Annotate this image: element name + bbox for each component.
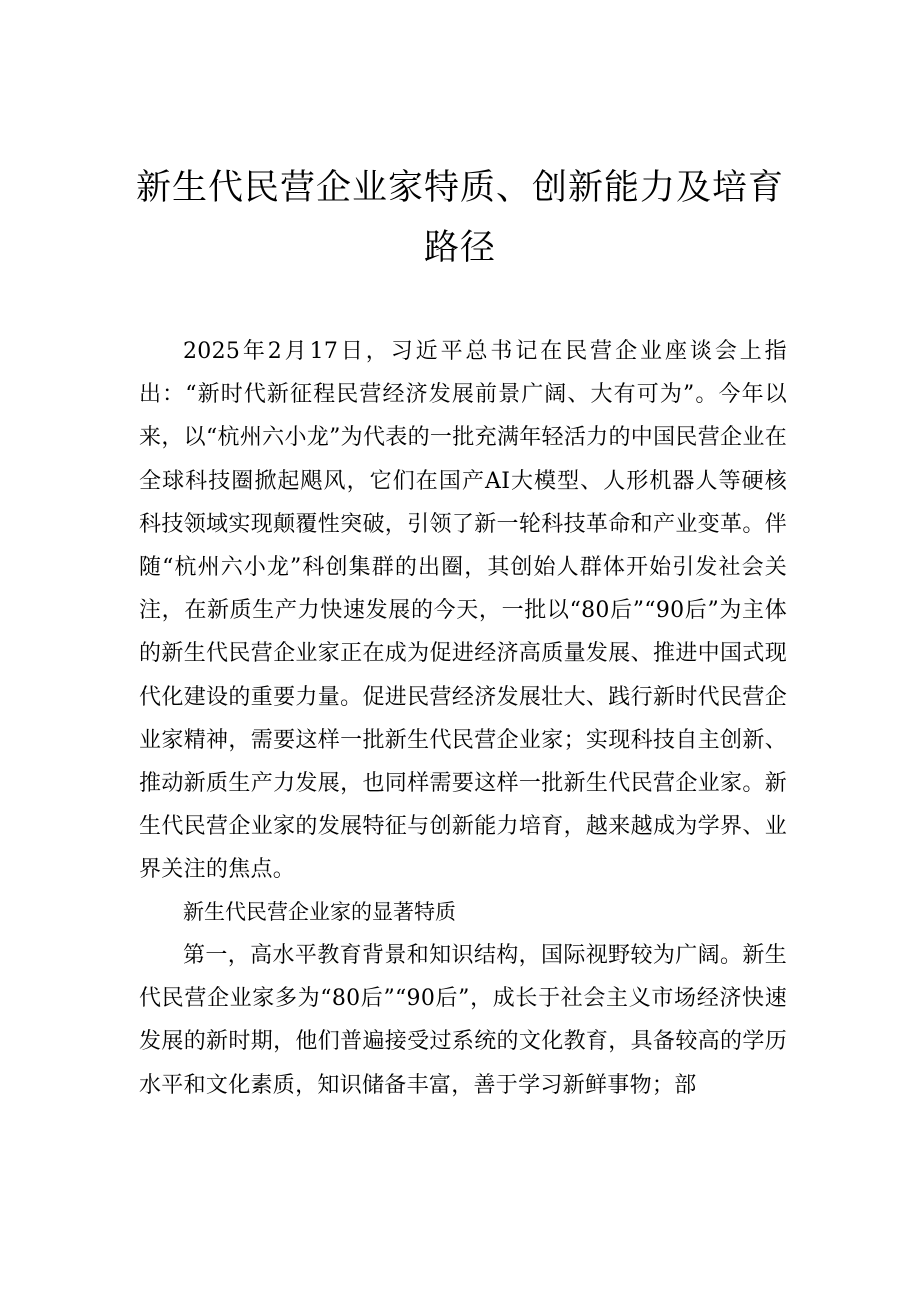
document-title: 新生代民营企业家特质、创新能力及培育路径 [135, 168, 784, 268]
section-heading: 新生代民营企业家的显著特质 [183, 900, 456, 924]
body-paragraph: 第一，高水平教育背景和知识结构，国际视野较为广阔。新生代民营企业家多为“80后”“90后”，成长于社会主义市场经济快速发展的新时期，他们普遍接受过系统的文化教育，具备较高的学历水平和文化素质，知识储备丰富，善于学习新鲜事物；部 [139, 943, 787, 1098]
intro-paragraph: 2025年2月17日，习近平总书记在民营企业座谈会上指出：“新时代新征程民营经济发展前景广阔、大有可为”。今年以来，以“杭州六小龙”为代表的一批充满年轻活力的中国民营企业在全球科技圈掀起飓风，它们在国产AI大模型、人形机器人等硬核科技领域实现颠覆性突破，引领了新一轮科技革命和产业变革。伴随“杭州六小龙”科创集群的出圈，其创始人群体开始引发社会关注，在新质生产力快速发展的今天，一批以“80后”“90后”为主体的新生代民营企业家正在成为促进经济高质量发展、推进中国式现代化建设的重要力量。促进民营经济发展壮大、践行新时代民营企业家精神，需要这样一批新生代民营企业家；实现科技自主创新、推动新质生产力发展，也同样需要这样一批新生代民营企业家。新生代民营企业家的发展特征与创新能力培育，越来越成为学界、业界关注的焦点。 [139, 339, 787, 883]
